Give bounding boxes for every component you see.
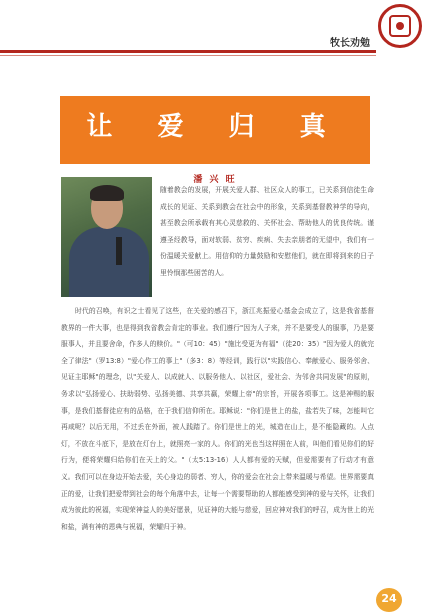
article-paragraph-1: 随着教会的发展，开展关爱人群、社区众人的事工，已关系到信徒生命成长的见证、关系到教会在社会中的形象，关系到基督教神学的导向，甚至教会所承载有其心灵慈救的、关怀社会、帮助他人的优良传统。谨遵圣经教导，面对软弱、贫穷、疾病、失去亲朋者的无望中，我们有一份温暖关爱献上。用信仰的力量鼓励和安慰他们，就在即将到来的日子里怜悯那些困苦的人。 (160, 186, 374, 277)
header-rule-thin (0, 55, 376, 56)
article-author: 潘 兴 旺 (193, 175, 237, 185)
page-header (0, 0, 428, 62)
magazine-logo-icon (378, 4, 422, 48)
microphone-icon (116, 237, 122, 265)
title-band (60, 96, 370, 164)
logo-dot (396, 22, 404, 30)
page-number-badge (376, 588, 402, 612)
author-photo (61, 177, 152, 297)
article-title: 让 爱 归 真 (86, 112, 344, 142)
article-paragraph-2: 时代的召唤，有识之士看见了这些，在关爱的感召下，浙江兆振爱心基金会成立了，这是我省基督教界的一件大事，也是得到我省教会肯定的事业。我们遵行"因为人子来，并不是要受人的服事，乃是要服事人，并且要舍命，作多人的赎价。"（可10：45）"施比受更为有福"（徒20：35）"因为爱人的就完全了律法"（罗13:8）"爱心作工的事上"（多3：8）等经训，践行以"实践信心、奉献爱心、服务邻舍、见证主耶稣"的理念，以"关爱人、以成就人、以服务他人、以社区，爱社会、为邻舍共同发展"的原则，务求以"弘扬爱心、扶助弱势、弘扬美德、共享共赢，荣耀上帝"的宗旨，开展各项事工。这是神赐的服事，是我们基督徒应有的品格，在于我们信仰所在。耶稣说："你们是世上的盐，盐若失了味，怎能叫它再咸呢？以后无用，不过丢在外面，被人践踏了。你们是世上的光，城造在山上，是不能隐藏的。人点灯，不放在斗底下，是放在灯台上，就照亮一家的人。你们的光也当这样照在人前，叫他们看见你们的好行为，便将荣耀归给你们在天上的父。"（太5:13-16）人人都有爱的天赋，但爱需要有了行动才有意义。我们可以在身边开始去爱，关心身边的弱者、穷人，你的爱会在社会上带来温暖与希望。世界需要真正的爱，让我们把爱带到社会的每个角落中去，让每一个需要帮助的人都能感受到神的爱与关怀，让我们成为彼此的祝福，实现荣神益人的美好愿景，见证神的大能与慈爱，回应神对我们的呼召，成为世上的光和盐，满有神的恩典与祝福，荣耀归于神。 (61, 307, 374, 531)
photo-body (69, 227, 149, 297)
header-rule (0, 50, 376, 53)
page-number: 24 (381, 592, 397, 605)
photo-hair (90, 185, 124, 201)
column-name: 牧长劝勉 (330, 38, 370, 49)
